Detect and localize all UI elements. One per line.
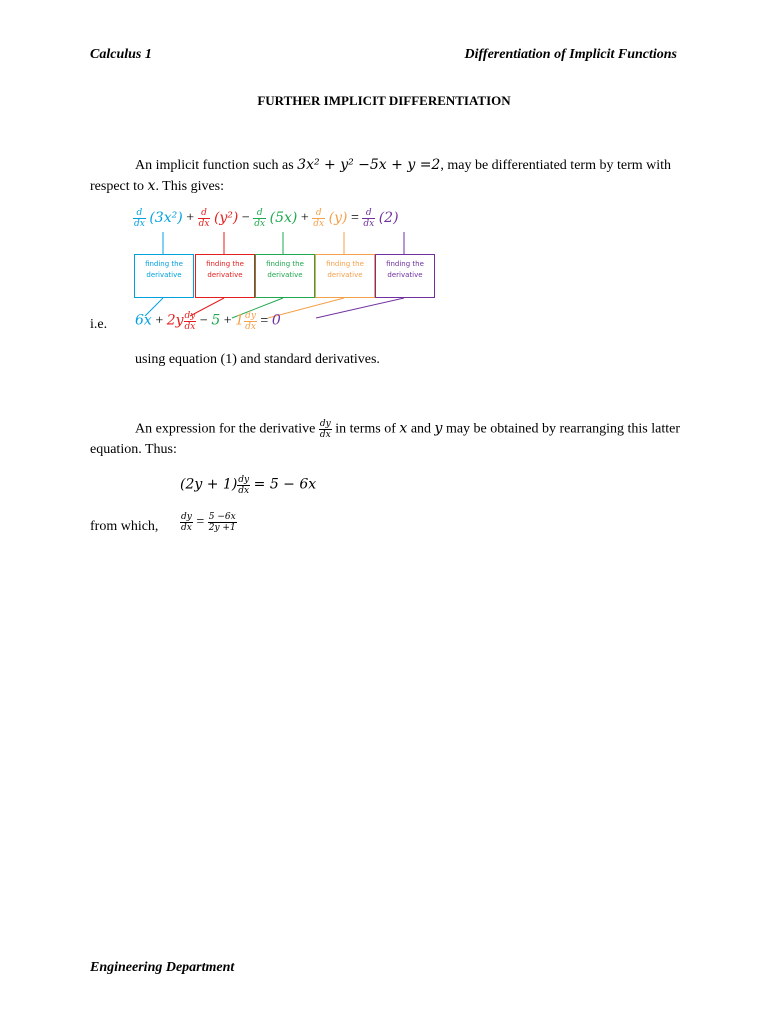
op-plus: +: [223, 313, 232, 329]
op-equals: =: [350, 210, 359, 226]
rearranged-dydx: $\frac{dy}{dx}$: [238, 475, 250, 496]
result-dydx-1: $\frac{dy}{dx}$: [184, 311, 196, 332]
footer-department: Engineering Department: [90, 960, 235, 975]
variable-x: x: [399, 420, 408, 437]
page-title: FURTHER IMPLICIT DIFFERENTIATION: [257, 93, 511, 108]
box-derivative-3: finding the derivative: [255, 254, 315, 298]
term-2: $\frac{d}{dx}$ (y²): [198, 208, 239, 229]
op-equals: =: [196, 514, 205, 530]
term-1: $\frac{d}{dx}$ (3x²): [134, 208, 183, 229]
box-derivative-5: finding the derivative: [375, 254, 435, 298]
header-course: Calculus 1: [90, 47, 152, 62]
term-5: $\frac{d}{dx}$ (2): [363, 208, 399, 229]
term-4: $\frac{d}{dx}$ (y): [313, 208, 348, 229]
intro-text-gives: . This gives:: [155, 179, 225, 194]
final-fraction: $\frac{5 -6x}{2y +1}$: [208, 512, 236, 533]
op-plus: +: [155, 313, 164, 329]
result-dydx-2: $\frac{dy}{dx}$: [245, 311, 256, 332]
header-topic: Differentiation of Implicit Functions: [464, 47, 677, 62]
op-equals: =: [260, 313, 269, 329]
derivative-symbol: $\frac{dy}{dx}$: [319, 419, 331, 440]
connector-purple-bottom: [316, 298, 404, 318]
result-term-1: 6x: [135, 312, 152, 329]
final-dydx: $\frac{dy}{dx}$: [181, 512, 192, 533]
result-term-4: 1: [235, 312, 245, 329]
op-plus: +: [300, 210, 309, 226]
variable-x: x: [147, 178, 156, 194]
box-derivative-4: finding the derivative: [315, 254, 375, 298]
expr-line-1: [135, 419, 680, 440]
result-term-2: 2y: [166, 312, 184, 329]
term-3: $\frac{d}{dx}$ (5x): [254, 208, 298, 229]
differentiated-equation: [135, 311, 281, 332]
rearranged-rhs: = 5 − 6x: [253, 476, 317, 493]
expr-line-2: equation. Thus:: [90, 442, 177, 457]
op-minus: −: [199, 313, 208, 329]
rearranged-lhs: (2y + 1): [180, 476, 238, 493]
op-plus: +: [186, 210, 195, 226]
expr-text-rest: may be obtained by rearranging this latter: [442, 421, 680, 437]
expr-text: An expression for the derivative: [135, 421, 319, 437]
from-which-label: from which,: [90, 519, 159, 534]
box-derivative-1: finding the derivative: [134, 254, 194, 298]
connector-lines: [0, 0, 768, 400]
intro-text: An implicit function such as: [135, 158, 298, 173]
intro-text-cont: , may be differentiated term by term with: [440, 158, 672, 173]
variable-y: y: [434, 420, 443, 437]
implicit-equation: 3x² + y² −5x + y =2: [297, 157, 441, 173]
expr-text-and: and: [407, 421, 435, 437]
using-note: using equation (1) and standard derivatives.: [135, 352, 380, 367]
result-term-3: 5: [211, 312, 221, 329]
result-term-5: 0: [271, 312, 281, 329]
ie-label: i.e.: [90, 317, 108, 332]
intro-text-respect: respect to: [90, 179, 148, 194]
rearranged-equation: [180, 475, 316, 496]
box-derivative-2: finding the derivative: [195, 254, 255, 298]
expr-text-terms: in terms of: [331, 421, 400, 437]
op-minus: −: [241, 210, 250, 226]
final-result: [180, 512, 237, 533]
